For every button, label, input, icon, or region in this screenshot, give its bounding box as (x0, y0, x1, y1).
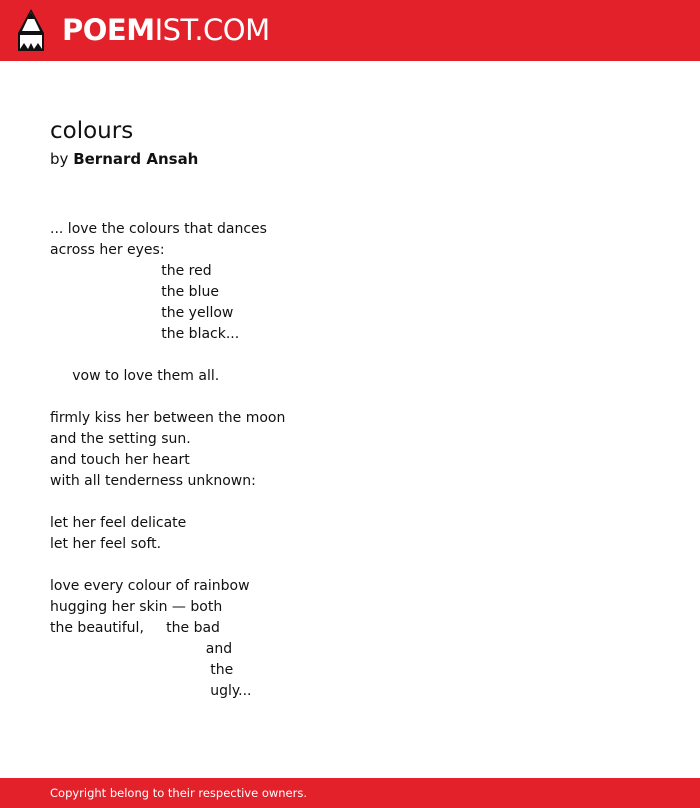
site-footer (0, 778, 700, 808)
poem-line: across her eyes: (50, 242, 165, 258)
poem-line: the (50, 662, 234, 678)
poem-line: ugly... (50, 683, 252, 699)
poem-line: let her feel soft. (50, 536, 162, 552)
poem-line: with all tenderness unknown: (50, 473, 256, 489)
poem-title: colours (50, 118, 134, 144)
poem-line: the blue (50, 284, 219, 300)
poem-line: vow to love them all. (50, 368, 220, 384)
site-logo[interactable] (62, 12, 270, 48)
author-name[interactable]: Bernard Ansah (73, 150, 199, 168)
by-label: by (50, 150, 69, 168)
poem-line (50, 555, 650, 576)
logo-light-text: IST.COM (154, 13, 270, 47)
poem-body (50, 219, 650, 702)
poem-line: the yellow (50, 305, 234, 321)
poem-line: ... love the colours that dances (50, 221, 267, 237)
poem-line: and touch her heart (50, 452, 190, 468)
poem-line: and (50, 641, 233, 657)
poem-line: love every colour of rainbow (50, 578, 250, 594)
site-header (0, 0, 700, 61)
poem-line (50, 492, 650, 513)
poem-line (50, 387, 650, 408)
logo-bold-text: POEM (62, 13, 155, 47)
poem-line: the black... (50, 326, 240, 342)
poem-byline (50, 148, 198, 170)
poem-line: the red (50, 263, 212, 279)
poem-line (50, 345, 650, 366)
poem-line: the beautiful, the bad (50, 620, 220, 636)
poem-line: let her feel delicate (50, 515, 187, 531)
pencil-icon[interactable] (18, 9, 44, 51)
copyright-text: Copyright belong to their respective owners. (50, 786, 308, 800)
poem-line: firmly kiss her between the moon (50, 410, 286, 426)
poem-line: and the setting sun. (50, 431, 191, 447)
poem-line: hugging her skin — both (50, 599, 223, 615)
